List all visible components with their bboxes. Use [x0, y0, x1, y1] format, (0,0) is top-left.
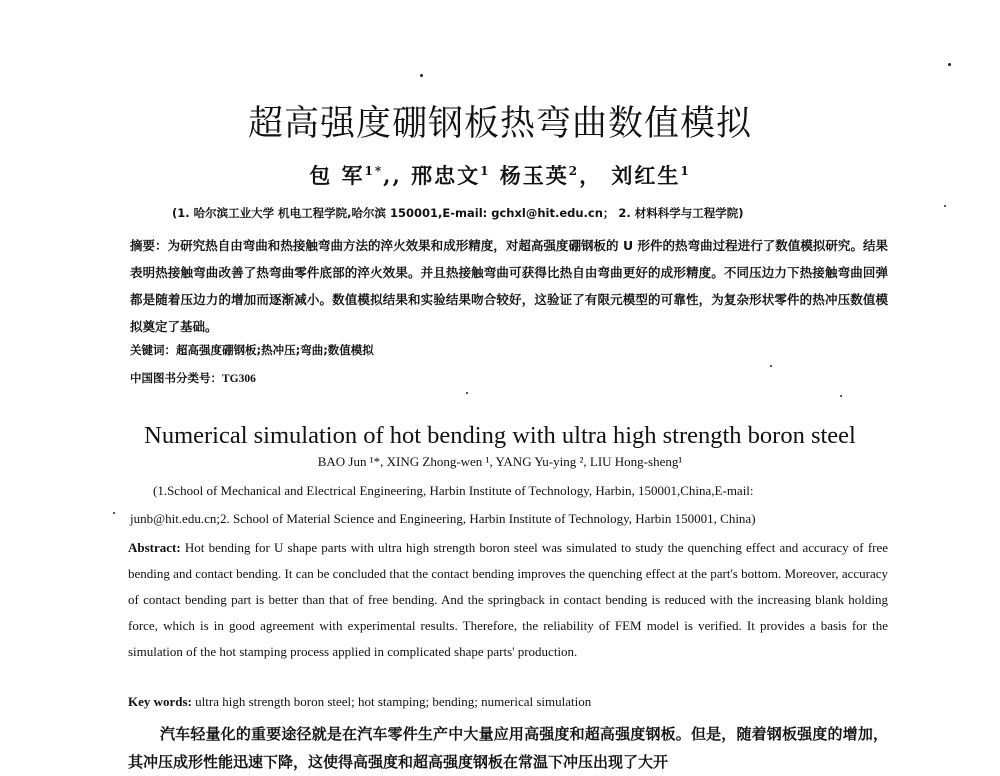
abstract-cn-text: 为研究热自由弯曲和热接触弯曲方法的淬火效果和成形精度，对超高强度硼钢板的 U 形件的热弯曲过程进行了数值模拟研究。结果表明热接触弯曲改善了热弯曲零件底部的淬火效果。并且热接触弯曲可获得比热自由弯曲更好的成形精度。不同压边力下热接触弯曲回弹都是随着压边力的增加而逐渐减小。数值模拟结果和实验结果吻合较好，这验证了有限元模型的可靠性，为复杂形状零件的热冲压数值模拟奠定了基础。 [130, 238, 888, 334]
keywords-en [128, 694, 591, 710]
abstract-en-label: Abstract: [128, 540, 181, 555]
author-name: 邢忠文 [411, 163, 481, 188]
keywords-cn-text: 超高强度硼钢板;热冲压;弯曲;数值模拟 [176, 343, 374, 357]
author-mark: 1 [680, 164, 691, 178]
clc-value: TG306 [222, 373, 256, 385]
clc-number [130, 370, 256, 386]
author-sep: ,, [383, 163, 412, 188]
abstract-cn [130, 232, 888, 340]
author-sep [490, 163, 499, 188]
scan-speck [840, 395, 842, 397]
scan-speck [948, 63, 951, 66]
body-paragraph-cn: 汽车轻量化的重要途径就是在汽车零件生产中大量应用高强度和超高强度钢板。但是，随着钢板强度的增加，其冲压成形性能迅速下降，这使得高强度和超高强度钢板在常温下冲压出现了大开 [128, 725, 888, 771]
scan-speck [420, 74, 423, 77]
abstract-cn-label: 摘要： [130, 238, 168, 253]
keywords-cn-label: 关键词： [130, 343, 176, 357]
author-name: 包 军 [309, 163, 365, 188]
scan-speck [113, 512, 115, 514]
author-name: 刘红生 [611, 163, 681, 188]
scan-speck [770, 365, 772, 367]
keywords-cn [130, 342, 374, 358]
title-en: Numerical simulation of hot bending with ultra high strength boron steel [144, 422, 856, 449]
affiliation-en-line-1: (1.School of Mechanical and Electrical Engineering, Harbin Institute of Technology, Harbin, 150001,China,E-mail: [153, 483, 754, 498]
author-sep: ， [579, 163, 612, 188]
affiliation-en-line-2: junb@hit.edu.cn;2. School of Material Science and Engineering, Harbin Institute of Technology, Harbin 150001, China) [130, 511, 756, 526]
abstract-en-text: Hot bending for U shape parts with ultra high strength boron steel was simulated to study the quenching effect and accuracy of free bending and contact bending. It can be concluded that the contact bending improves the quenching effect at the part's bottom. Moreover, accuracy of contact bending part is better than that of free bending. And the springback in contact bending is reduced with the increasing blank holding force, which is in good agreement with experimental results. Therefore, the reliability of FEM model is verified. It provides a basis for the simulation of the hot stamping process applied in complicated shape parts' production. [128, 540, 889, 659]
author-mark: 2 [568, 164, 580, 178]
affiliation-cn: (1. 哈尔滨工业大学 机电工程学院,哈尔滨 150001,E-mail: gchxl@hit.edu.cn； 2. 材料科学与工程学院) [172, 206, 744, 220]
keywords-en-text: ultra high strength boron steel; hot stamping; bending; numerical simulation [195, 694, 592, 709]
authors-cn [0, 160, 1000, 190]
scan-speck [466, 392, 468, 394]
abstract-en [128, 535, 888, 665]
author-mark: 1* [364, 164, 384, 178]
author-name: 杨玉英 [499, 163, 569, 188]
keywords-en-label: Key words: [128, 694, 192, 709]
authors-en: BAO Jun ¹*, XING Zhong-wen ¹, YANG Yu-ying ², LIU Hong-sheng¹ [317, 454, 683, 469]
clc-label: 中国图书分类号： [130, 371, 222, 385]
author-mark: 1 [480, 164, 491, 178]
title-cn: 超高强度硼钢板热弯曲数值模拟 [247, 104, 752, 144]
scan-speck [944, 205, 946, 207]
